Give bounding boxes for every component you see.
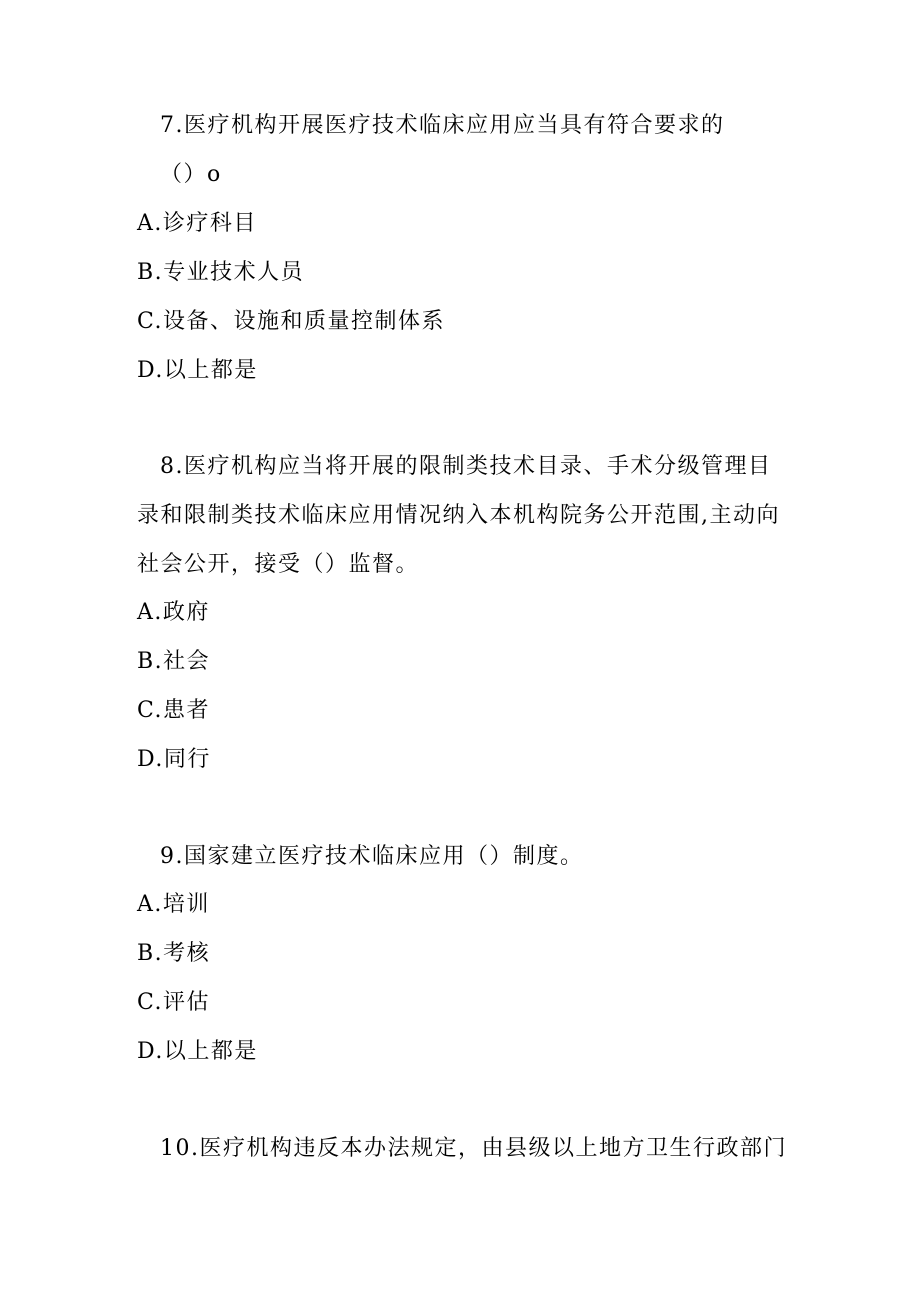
question-8-option-a: A.政府 (137, 600, 210, 625)
question-9-text: 9.国家建立医疗技术临床应用（）制度。 (160, 844, 584, 869)
question-8-option-d: D.同行 (137, 747, 211, 772)
question-7-text: 7.医疗机构开展医疗技术临床应用应当具有符合要求的 (160, 113, 725, 138)
question-8-text-cont-2: 社会公开，接受（）监督。 (137, 552, 420, 577)
question-8-option-b: B.社会 (137, 649, 211, 674)
question-9-option-c: C.评估 (137, 990, 211, 1015)
question-7-option-b: B.专业技术人员 (137, 260, 305, 285)
question-8-text: 8.医疗机构应当将开展的限制类技术目录、手术分级管理目 (160, 454, 772, 479)
question-9-option-d: D.以上都是 (137, 1039, 258, 1064)
question-7-option-c: C.设备、设施和质量控制体系 (137, 309, 446, 334)
question-10-text: 10.医疗机构违反本办法规定，由县级以上地方卫生行政部门 (160, 1136, 787, 1161)
question-9-option-a: A.培训 (137, 892, 210, 917)
question-7-text-cont: （）o (160, 162, 222, 187)
question-7-option-d: D.以上都是 (137, 358, 258, 383)
question-7-option-a: A.诊疗科目 (137, 211, 257, 236)
question-8-text-cont-1: 录和限制类技术临床应用情况纳入本机构院务公开范围,主动向 (137, 503, 780, 528)
question-9-option-b: B.考核 (137, 941, 211, 966)
question-8-option-c: C.患者 (137, 698, 211, 723)
